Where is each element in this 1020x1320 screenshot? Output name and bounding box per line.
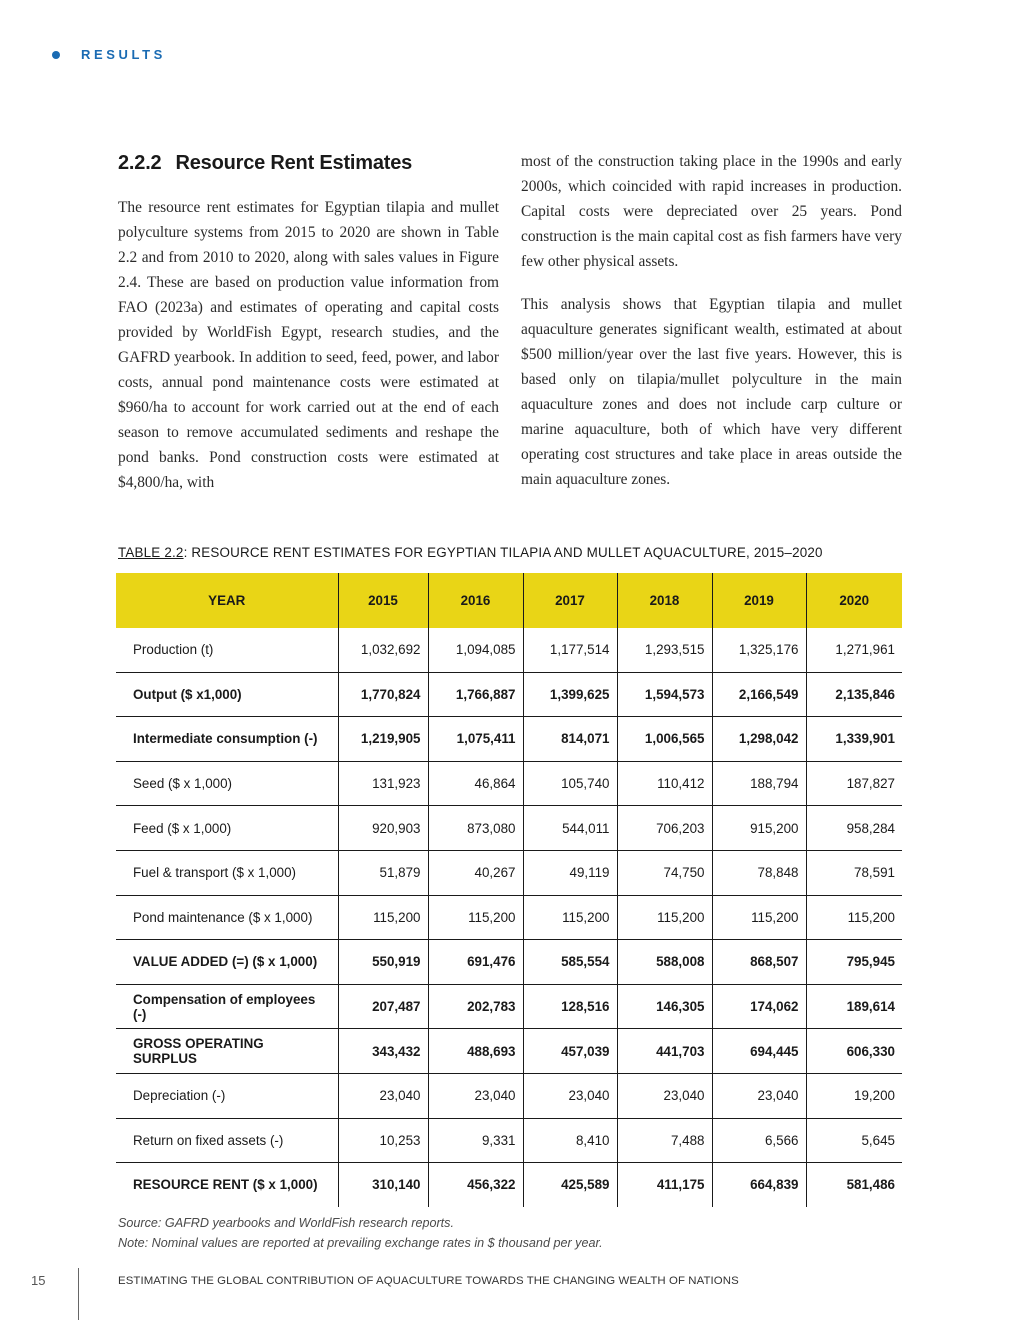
cell-value: 694,445: [712, 1029, 806, 1074]
table-source: Source: GAFRD yearbooks and WorldFish research reports.: [118, 1216, 454, 1230]
cell-value: 873,080: [428, 806, 523, 851]
row-label: RESOURCE RENT ($ x 1,000): [133, 1177, 318, 1193]
cell-value: 581,486: [806, 1163, 902, 1207]
cell-value: 7,488: [617, 1118, 712, 1163]
section-label: RESULTS: [81, 47, 166, 62]
cell-value: 5,645: [806, 1118, 902, 1163]
paragraph-3: This analysis shows that Egyptian tilapia and mullet aquaculture generates significant wealth, estimated at about $500 million/year over the last five years. However, this is based only on tilapia/mullet polyculture in the main aquaculture zones and does not include carp culture or marine aquaculture, both of which have very different operating cost structures and take place in areas outside the main aquaculture zones.: [521, 296, 902, 488]
cell-value: 23,040: [338, 1073, 428, 1118]
table-header-row: [116, 573, 902, 628]
left-column: [118, 150, 499, 513]
cell-value: 958,284: [806, 806, 902, 851]
cell-value: 411,175: [617, 1163, 712, 1207]
row-label: Fuel & transport ($ x 1,000): [116, 850, 338, 895]
cell-value: 1,766,887: [428, 672, 523, 717]
row-label: Production (t): [116, 628, 338, 672]
cell-value: 795,945: [806, 940, 902, 985]
paragraph-2: most of the construction taking place in the 1990s and early 2000s, which coincided with rapid increases in production. Capital costs were depreciated over 25 years. Pond construction is the main capital cost as fish farmers have very few other physical assets.: [521, 153, 902, 270]
footer-title: ESTIMATING THE GLOBAL CONTRIBUTION OF AQUACULTURE TOWARDS THE CHANGING WEALTH OF NATIONS: [118, 1275, 739, 1287]
table-notes: [118, 1213, 603, 1253]
header-year-2016: 2016: [428, 573, 523, 628]
cell-value: 441,703: [617, 1029, 712, 1074]
cell-value: 664,839: [712, 1163, 806, 1207]
section-title: Resource Rent Estimates: [175, 152, 413, 174]
footer-divider: [78, 1268, 79, 1320]
cell-value: 6,566: [712, 1118, 806, 1163]
cell-value: 488,693: [428, 1029, 523, 1074]
table-row: [116, 806, 902, 851]
cell-value: 46,864: [428, 761, 523, 806]
cell-value: 343,432: [338, 1029, 428, 1074]
table-row: [116, 850, 902, 895]
row-label: Return on fixed assets (-): [116, 1118, 338, 1163]
cell-value: 202,783: [428, 984, 523, 1029]
cell-value: 146,305: [617, 984, 712, 1029]
header-year-2020: 2020: [806, 573, 902, 628]
cell-value: 115,200: [428, 895, 523, 940]
table-row: [116, 628, 902, 672]
cell-value: 8,410: [523, 1118, 617, 1163]
cell-value: 1,339,901: [806, 717, 902, 762]
table-caption: [118, 545, 823, 560]
cell-value: 131,923: [338, 761, 428, 806]
cell-value: 1,399,625: [523, 672, 617, 717]
table-row: [116, 1118, 902, 1163]
cell-value: 456,322: [428, 1163, 523, 1207]
cell-value: 550,919: [338, 940, 428, 985]
cell-value: 105,740: [523, 761, 617, 806]
table-row: [116, 940, 902, 985]
header-year-2017: 2017: [523, 573, 617, 628]
row-label: Feed ($ x 1,000): [116, 806, 338, 851]
cell-value: 310,140: [338, 1163, 428, 1207]
cell-value: 588,008: [617, 940, 712, 985]
row-label: GROSS OPERATING SURPLUS: [116, 1029, 338, 1074]
cell-value: 78,591: [806, 850, 902, 895]
row-label: Depreciation (-): [116, 1073, 338, 1118]
cell-value: 51,879: [338, 850, 428, 895]
table-row: [116, 984, 902, 1029]
cell-value: 115,200: [806, 895, 902, 940]
header-year-2019: 2019: [712, 573, 806, 628]
table-note: Note: Nominal values are reported at prevailing exchange rates in $ thousand per year.: [118, 1236, 603, 1250]
cell-value: 915,200: [712, 806, 806, 851]
cell-value: 74,750: [617, 850, 712, 895]
cell-value: 1,271,961: [806, 628, 902, 672]
table-caption-sep: :: [183, 545, 192, 560]
cell-value: 188,794: [712, 761, 806, 806]
cell-value: 1,006,565: [617, 717, 712, 762]
cell-value: 174,062: [712, 984, 806, 1029]
page-number: 15: [31, 1273, 46, 1288]
cell-value: 9,331: [428, 1118, 523, 1163]
header-year: YEAR: [116, 573, 338, 628]
cell-value: 110,412: [617, 761, 712, 806]
row-label: Pond maintenance ($ x 1,000): [116, 895, 338, 940]
cell-value: 2,166,549: [712, 672, 806, 717]
header-year-2018: 2018: [617, 573, 712, 628]
table-row: [116, 672, 902, 717]
cell-value: 19,200: [806, 1073, 902, 1118]
cell-value: 189,614: [806, 984, 902, 1029]
table-caption-tag[interactable]: TABLE 2.2: [118, 545, 184, 560]
cell-value: 78,848: [712, 850, 806, 895]
cell-value: 920,903: [338, 806, 428, 851]
cell-value: 544,011: [523, 806, 617, 851]
section-heading: [118, 152, 499, 175]
cell-value: 457,039: [523, 1029, 617, 1074]
row-label: Seed ($ x 1,000): [116, 761, 338, 806]
cell-value: 1,032,692: [338, 628, 428, 672]
cell-value: 425,589: [523, 1163, 617, 1207]
cell-value: 23,040: [712, 1073, 806, 1118]
paragraph-1: The resource rent estimates for Egyptian tilapia and mullet polyculture systems from 2015 to 2020 are shown in Table 2.2 and from 2010 to 2020, along with sales values in Figure 2.4. These are based on production value information from FAO (2023a) and estimates of operating and capital costs provided by WorldFish Egypt, research studies, and the GAFRD yearbook. In addition to seed, feed, power, and labor costs, annual pond maintenance costs were estimated at $960/ha to account for work carried out at the end of each season to remove accumulated sediments and reshape the pond banks. Pond construction costs were estimated at $4,800/ha, with: [118, 199, 499, 491]
cell-value: 115,200: [617, 895, 712, 940]
cell-value: 1,219,905: [338, 717, 428, 762]
cell-value: 23,040: [523, 1073, 617, 1118]
cell-value: 814,071: [523, 717, 617, 762]
cell-value: 585,554: [523, 940, 617, 985]
cell-value: 1,594,573: [617, 672, 712, 717]
cell-value: 691,476: [428, 940, 523, 985]
cell-value: 706,203: [617, 806, 712, 851]
table-row: [116, 1029, 902, 1074]
table-row: [116, 895, 902, 940]
table-row: [116, 1073, 902, 1118]
cell-value: 1,325,176: [712, 628, 806, 672]
table-row: [116, 1163, 902, 1207]
bullet-dot-icon: [52, 51, 60, 59]
cell-value: 10,253: [338, 1118, 428, 1163]
cell-value: 115,200: [712, 895, 806, 940]
row-label: Intermediate consumption (-): [116, 717, 338, 762]
cell-value: 1,293,515: [617, 628, 712, 672]
header-year-2015: 2015: [338, 573, 428, 628]
cell-value: 187,827: [806, 761, 902, 806]
cell-value: 23,040: [428, 1073, 523, 1118]
cell-value: 1,770,824: [338, 672, 428, 717]
cell-value: 1,094,085: [428, 628, 523, 672]
row-label: VALUE ADDED (=) ($ x 1,000): [116, 940, 338, 985]
table-row: [116, 717, 902, 762]
cell-value: 207,487: [338, 984, 428, 1029]
row-label: Output ($ x1,000): [116, 672, 338, 717]
cell-value: 115,200: [523, 895, 617, 940]
section-tag: [52, 47, 166, 62]
cell-value: 23,040: [617, 1073, 712, 1118]
cell-value: 868,507: [712, 940, 806, 985]
cell-value: 40,267: [428, 850, 523, 895]
cell-value: 128,516: [523, 984, 617, 1029]
cell-value: 1,177,514: [523, 628, 617, 672]
cell-value: 115,200: [338, 895, 428, 940]
cell-value: 1,075,411: [428, 717, 523, 762]
cell-value: 49,119: [523, 850, 617, 895]
table-row: [116, 761, 902, 806]
right-column: [521, 150, 902, 510]
section-number: 2.2.2: [118, 152, 162, 174]
table-caption-text: RESOURCE RENT ESTIMATES FOR EGYPTIAN TILAPIA AND MULLET AQUACULTURE, 2015–2020: [191, 545, 823, 560]
cell-value: 606,330: [806, 1029, 902, 1074]
resource-rent-table: [116, 573, 902, 1207]
cell-value: 2,135,846: [806, 672, 902, 717]
row-label: Compensation of employees (-): [116, 984, 338, 1029]
cell-value: 1,298,042: [712, 717, 806, 762]
